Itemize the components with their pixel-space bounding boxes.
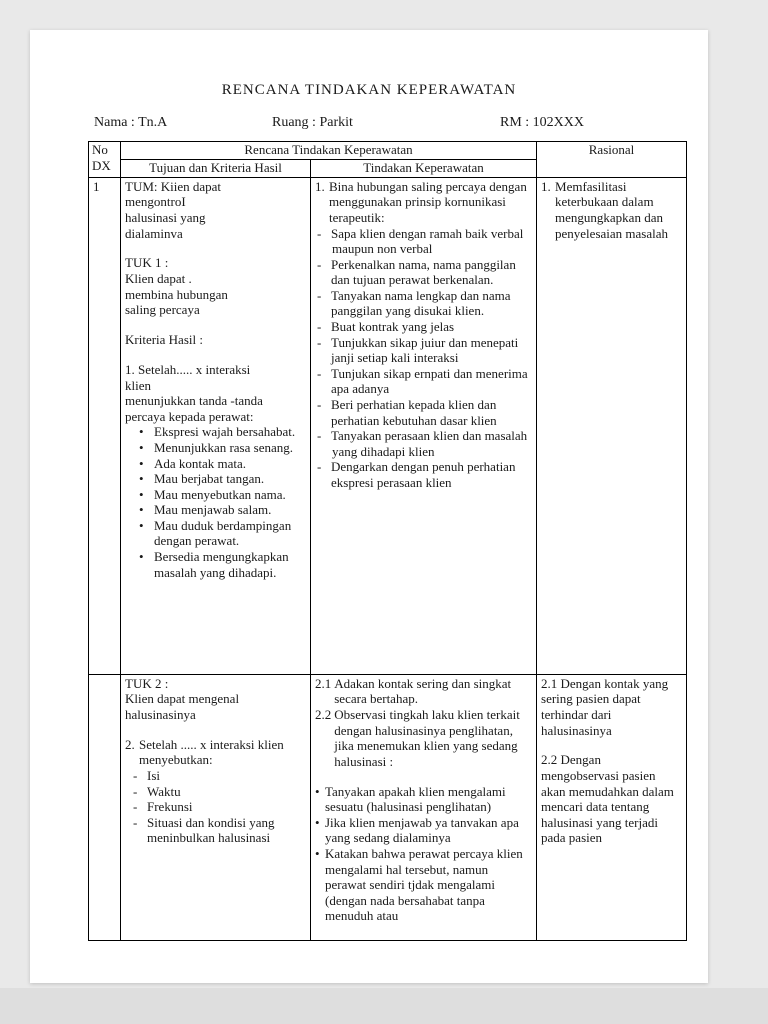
header-no: No: [92, 142, 108, 157]
header-dx: DX: [92, 157, 111, 173]
rm-number-field: RM : 102XXX: [500, 115, 585, 130]
header-tindakan: Tindakan Keperawatan: [311, 159, 537, 177]
cell-tindakan: 1. Bina hubungan saling percaya dengan menggunakan prinsip kornunikasi terapeutik: - Sapa klien dengan ramah baik verbal maupun non verbal - Perkenalkan nama, nama panggilan dan tujuan perawat berkenalan. - Tanyakan nama lengkap dan nama panggilan yang disukai klien. - Buat kontrak yang jelas - Tunjukkan sikap juiur dan menepati janji setiap kali interaksi - Tunjukan sikap ernpati dan menerima apa adanya - Beri perhatian kepada klien dan perhatian kebutuhan dasar klien - Tanyakan perasaan klien dan masalah yang dihadapi klien - Dengarkan dengan penuh perhatian ekspresi perasaan klien: [311, 177, 537, 674]
header-tujuan: Tujuan dan Kriteria Hasil: [121, 159, 311, 177]
document-page: [30, 30, 708, 983]
viewer-bottom-bar: [0, 988, 768, 1024]
header-no-dx: [89, 142, 121, 178]
cell-tindakan: 2.1 Adakan kontak sering dan singkat secara bertahap. 2.2 Observasi tingkah laku klien terkait dengan halusinasinya penglihatan, jika menemukan klien yang sedang halusinasi : • Tanyakan apakah klien mengalami sesuatu (halusinasi penglihatan) • Jika klien menjawab ya tanvakan apa yang sedang dialaminya • Katakan bahwa perawat percaya klien mengalami hal tersebut, namun perawat sendiri tjdak mengalami (dengan nada bersahabat tanpa menuduh atau: [311, 674, 537, 940]
document-title: RENCANA TINDAKAN KEPERAWATAN: [221, 82, 517, 98]
table-header-row-1: [89, 142, 687, 160]
cell-no-dx: 1: [89, 177, 121, 674]
patient-meta: [30, 115, 708, 133]
header-rencana: Rencana Tindakan Keperawatan: [121, 142, 537, 160]
cell-tujuan-kriteria: TUK 2 : Klien dapat mengenal halusinasinya 2. Setelah ..... x interaksi klien menyebutkan: - Isi - Waktu - Frekunsi - Situasi dan kondisi yang meninbulkan halusinasi: [121, 674, 311, 940]
table-row: [89, 674, 687, 940]
header-rasional: Rasional: [537, 142, 687, 178]
care-plan-table: [88, 141, 687, 941]
cell-rasional: 2.1 Dengan kontak yang sering pasien dapat terhindar dari halusinasinya 2.2 Dengan mengobservasi pasien akan memudahkan dalam mencari data tentang halusinasi yang terjadi pada pasien: [537, 674, 687, 940]
patient-name-field: Nama : Tn.A: [94, 115, 168, 130]
table-row: [89, 177, 687, 674]
cell-rasional: 1. Memfasilitasi keterbukaan dalam mengungkapkan dan penyelesaian masalah: [537, 177, 687, 674]
cell-tujuan-kriteria: TUM: Kiien dapat mengontroI halusinasi yang dialaminva TUK 1 : Klien dapat . membina hubungan saling percaya Kriteria Hasil : 1. Setelah..... x interaksi klien menunjukkan tanda -tanda percaya kepada perawat: • Ekspresi wajah bersahabat. • Menunjukkan rasa senang. • Ada kontak mata. • Mau berjabat tangan. • Mau menyebutkan nama. • Mau menjawab salam. • Mau duduk berdampingan dengan perawat. • Bersedia mengungkapkan masalah yang dihadapi.: [121, 177, 311, 674]
room-field: Ruang : Parkit: [272, 115, 353, 130]
cell-no-dx: [89, 674, 121, 940]
